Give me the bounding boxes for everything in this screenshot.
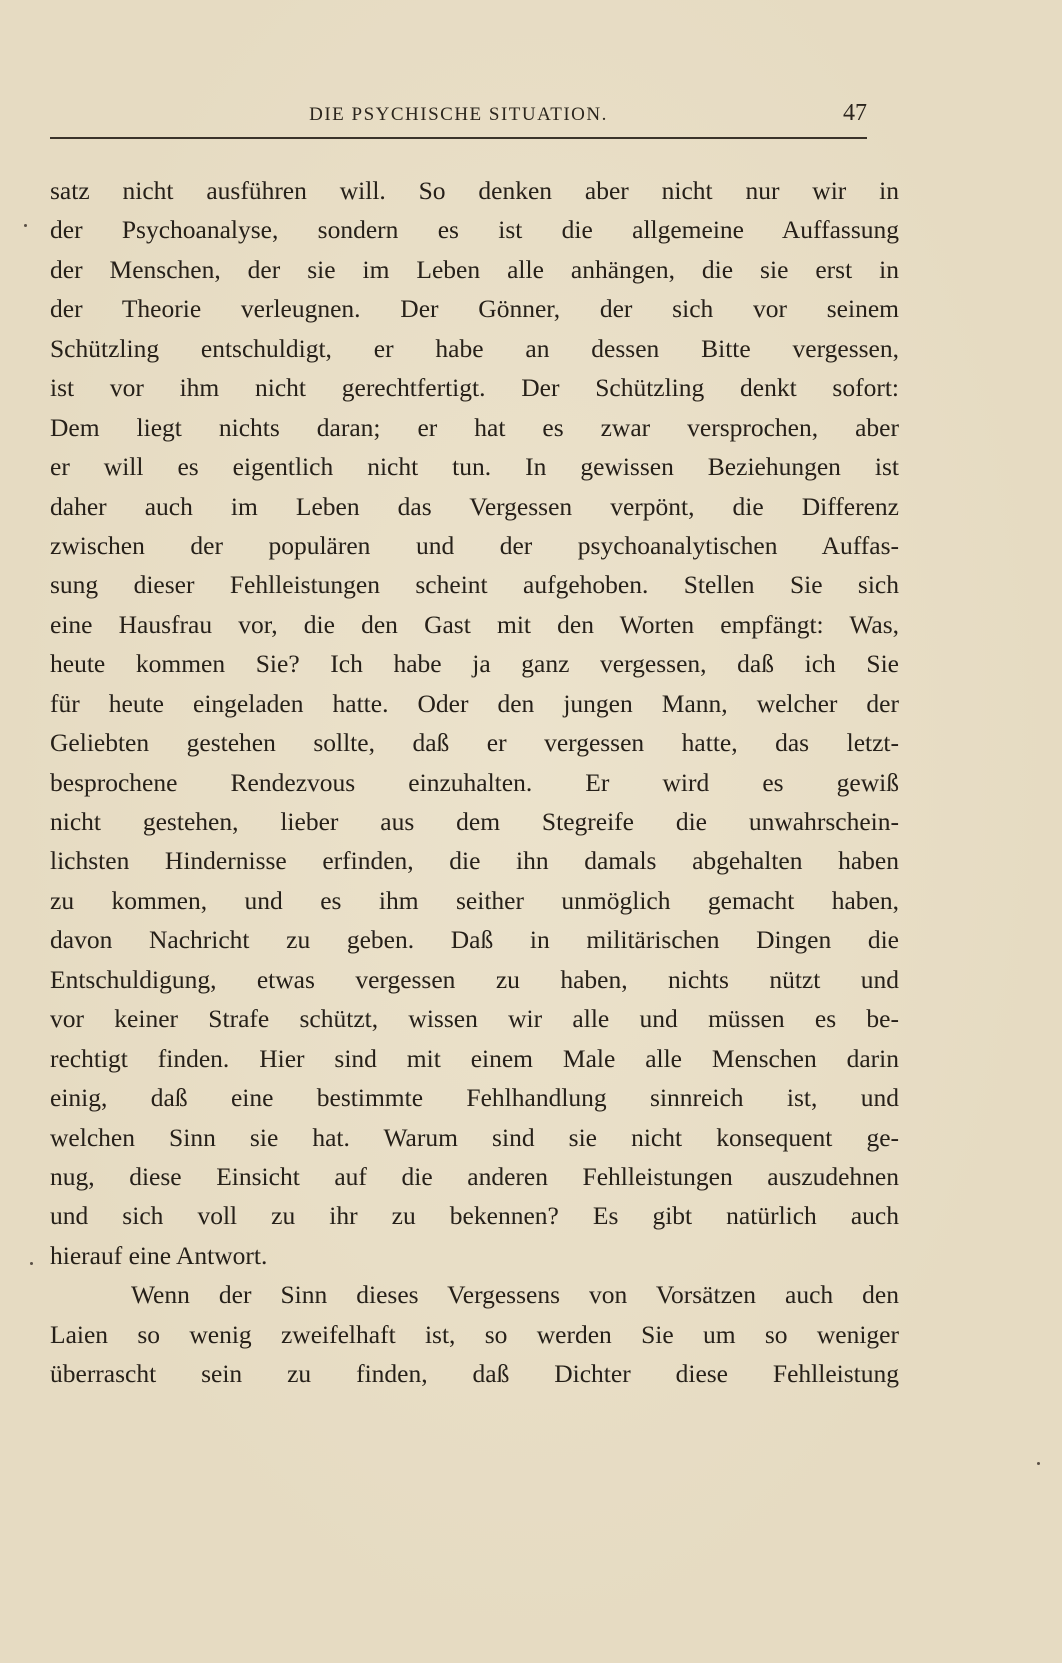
text-line: besprochene Rendezvous einzuhalten. Er wird es gewiß	[50, 767, 899, 797]
page-number: 47	[843, 100, 867, 126]
text-line: Geliebten gestehen sollte, daß er vergessen hatte, das letzt-	[50, 728, 899, 758]
text-line: nug, diese Einsicht auf die anderen Fehlleistungen auszudehnen	[50, 1161, 899, 1191]
paper-speck	[24, 224, 27, 227]
paragraph-end-line: hierauf eine Antwort.	[50, 1240, 268, 1270]
text-line: daher auch im Leben das Vergessen verpönt, die Differenz	[50, 491, 899, 521]
text-line: welchen Sinn sie hat. Warum sind sie nicht konsequent ge-	[50, 1122, 899, 1152]
page-header	[50, 98, 867, 138]
text-line: und sich voll zu ihr zu bekennen? Es gibt natürlich auch	[50, 1201, 899, 1231]
text-line: vor keiner Strafe schützt, wissen wir alle und müssen es be-	[50, 1004, 899, 1034]
paragraph-start-line: Wenn der Sinn dieses Vergessens von Vorsätzen auch den	[131, 1280, 899, 1310]
text-line: der Psychoanalyse, sondern es ist die allgemeine Auffassung	[50, 215, 899, 245]
text-line: sung dieser Fehlleistungen scheint aufgehoben. Stellen Sie sich	[50, 570, 899, 600]
body-text	[50, 171, 899, 1394]
text-line: davon Nachricht zu geben. Daß in militärischen Dingen die	[50, 925, 899, 955]
text-line: heute kommen Sie? Ich habe ja ganz vergessen, daß ich Sie	[50, 649, 899, 679]
paper-speck	[30, 1262, 33, 1265]
paper-speck	[1037, 1462, 1040, 1465]
text-line: überrascht sein zu finden, daß Dichter diese Fehlleistung	[50, 1359, 899, 1389]
text-line: ist vor ihm nicht gerechtfertigt. Der Schützling denkt sofort:	[50, 373, 899, 403]
text-line: Laien so wenig zweifelhaft ist, so werden Sie um so weniger	[50, 1319, 899, 1349]
header-rule	[50, 137, 867, 139]
text-line: für heute eingeladen hatte. Oder den jungen Mann, welcher der	[50, 688, 899, 718]
text-line: satz nicht ausführen will. So denken aber nicht nur wir in	[50, 176, 899, 205]
text-line: Entschuldigung, etwas vergessen zu haben, nichts nützt und	[50, 964, 899, 994]
text-line: nicht gestehen, lieber aus dem Stegreife die unwahrschein-	[50, 807, 899, 836]
text-line: Dem liegt nichts daran; er hat es zwar versprochen, aber	[50, 412, 899, 442]
text-line: zu kommen, und es ihm seither unmöglich gemacht haben,	[50, 885, 899, 915]
text-line: der Theorie verleugnen. Der Gönner, der sich vor seinem	[50, 294, 899, 324]
text-line: zwischen der populären und der psychoanalytischen Auffas-	[50, 530, 899, 560]
text-line: einig, daß eine bestimmte Fehlhandlung sinnreich ist, und	[50, 1083, 899, 1113]
text-line: Schützling entschuldigt, er habe an dessen Bitte vergessen,	[50, 333, 899, 363]
text-line: der Menschen, der sie im Leben alle anhängen, die sie erst in	[50, 254, 899, 284]
running-title: DIE PSYCHISCHE SITUATION.	[309, 104, 608, 125]
text-line: rechtigt finden. Hier sind mit einem Male alle Menschen darin	[50, 1043, 899, 1073]
text-line: lichsten Hindernisse erfinden, die ihn damals abgehalten haben	[50, 846, 899, 876]
text-line: eine Hausfrau vor, die den Gast mit den Worten empfängt: Was,	[50, 609, 899, 639]
text-line: er will es eigentlich nicht tun. In gewissen Beziehungen ist	[50, 452, 899, 482]
